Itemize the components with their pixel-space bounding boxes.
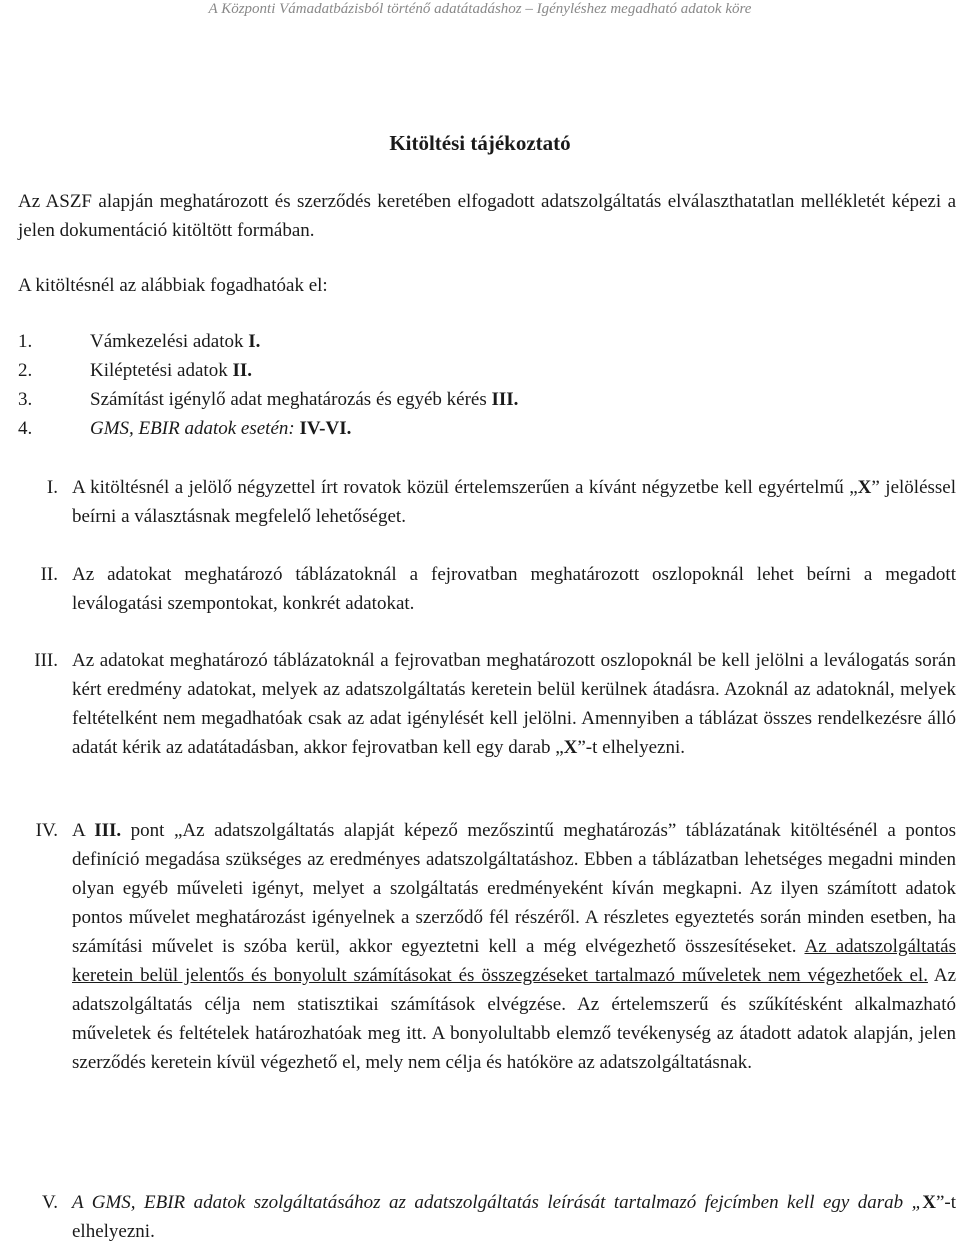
section-text: A III. pont „Az adatszolgáltatás alapját képező mezőszintű meghatározás” táblázatának kitöltésénél a pontos definíció megadása szükséges az eredményes adatszolgáltatáshoz. Ebben a táblázatban lehetséges megadni minden olyan egyéb műveleti igényt, melyet a szolgáltatás eredményeként kíván megkapni. Az ilyen számított adatok pontos művelet meghatározást igényelnek a szerződő fél részéről. A részletes egyeztetés során minden esetben, ha számítási művelet is szóba kerül, akkor egyeztetni kell a még elvégezhető összesítéseket. Az adatszolgáltatás keretein belül jelentős és bonyolult számításokat és összegzéseket tartalmazó műveletek nem végezhetőek el. Az adatszolgáltatás célja nem statisztikai számítások elvégzése. Az értelemszerű és szűkítésként alkalmazható műveletek és feltételek határozhatóak meg itt. A bonyolultabb elemző tevékenység az átadott adatok alapján, jelen szerződés keretein kívül végezhető el, mely nem célja és hatóköre az adatszolgáltatásnak. — [72, 820, 956, 1073]
data-type-list — [18, 327, 518, 443]
list-item — [18, 414, 518, 443]
section-text: A GMS, EBIR adatok szolgáltatásához az adatszolgáltatás leírását tartalmazó fejcímben kell egy darab „X”-t elhelyezni. — [72, 1192, 956, 1242]
section-text: A kitöltésnél a jelölő négyzettel írt rovatok közül értelemszerűen a kívánt négyzetbe kell egyértelmű „X” jelöléssel beírni a választásnak megfelelő lehetőséget. — [72, 477, 956, 527]
list-text: Kiléptetési adatok II. — [90, 360, 253, 381]
section-text: Az adatokat meghatározó táblázatoknál a fejrovatban meghatározott oszlopoknál lehet beírni a megadott leválogatási szempontokat, konkrét adatokat. — [72, 564, 956, 614]
list-number: 3. — [18, 389, 33, 410]
list-text: GMS, EBIR adatok esetén: IV-VI. — [90, 418, 352, 439]
list-number: 4. — [18, 418, 33, 439]
list-text: Számítást igénylő adat meghatározás és egyéb kérés III. — [90, 389, 519, 410]
page-title: Kitöltési tájékoztató — [389, 131, 571, 155]
section-numeral: V. — [41, 1192, 58, 1213]
section-numeral: IV. — [35, 820, 58, 841]
list-number: 1. — [18, 331, 33, 352]
section-text: Az adatokat meghatározó táblázatoknál a fejrovatban meghatározott oszlopoknál be kell jelölni a leválogatás során kért eredmény adatokat, melyek az adatszolgáltatás keretein belül kerülnek átadásra. Azoknál az adatoknál, melyek feltételként nem megadhatóak csak az adat igénylését kell jelölni. Amennyiben a táblázat összes rendelkezésre álló adatát kérik az adatátadásban, akkor fejrovatban kell egy darab „X”-t elhelyezni. — [72, 650, 956, 758]
running-header: A Központi Vámadatbázisból történő adatátadáshoz – Igényléshez megadható adatok köre — [208, 1, 752, 17]
underlined-statement: Az adatszolgáltatás keretein belül jelentős és bonyolult számításokat és összegzéseket tartalmazó műveletek nem végezhetőek el. — [72, 936, 956, 986]
intro-paragraph: Az ASZF alapján meghatározott és szerződés keretében elfogadott adatszolgáltatás elválaszthatatlan mellékletét képezi a jelen dokumentáció kitöltött formában. — [18, 191, 956, 241]
intro-lead: A kitöltésnél az alábbiak fogadhatóak el: — [18, 275, 328, 296]
list-item — [18, 356, 518, 385]
list-item — [18, 327, 518, 356]
list-number: 2. — [18, 360, 33, 381]
section-numeral: II. — [40, 564, 58, 585]
section-numeral: III. — [34, 650, 58, 671]
section-numeral: I. — [46, 477, 58, 498]
list-item — [18, 385, 518, 414]
list-text: Vámkezelési adatok I. — [90, 331, 261, 352]
